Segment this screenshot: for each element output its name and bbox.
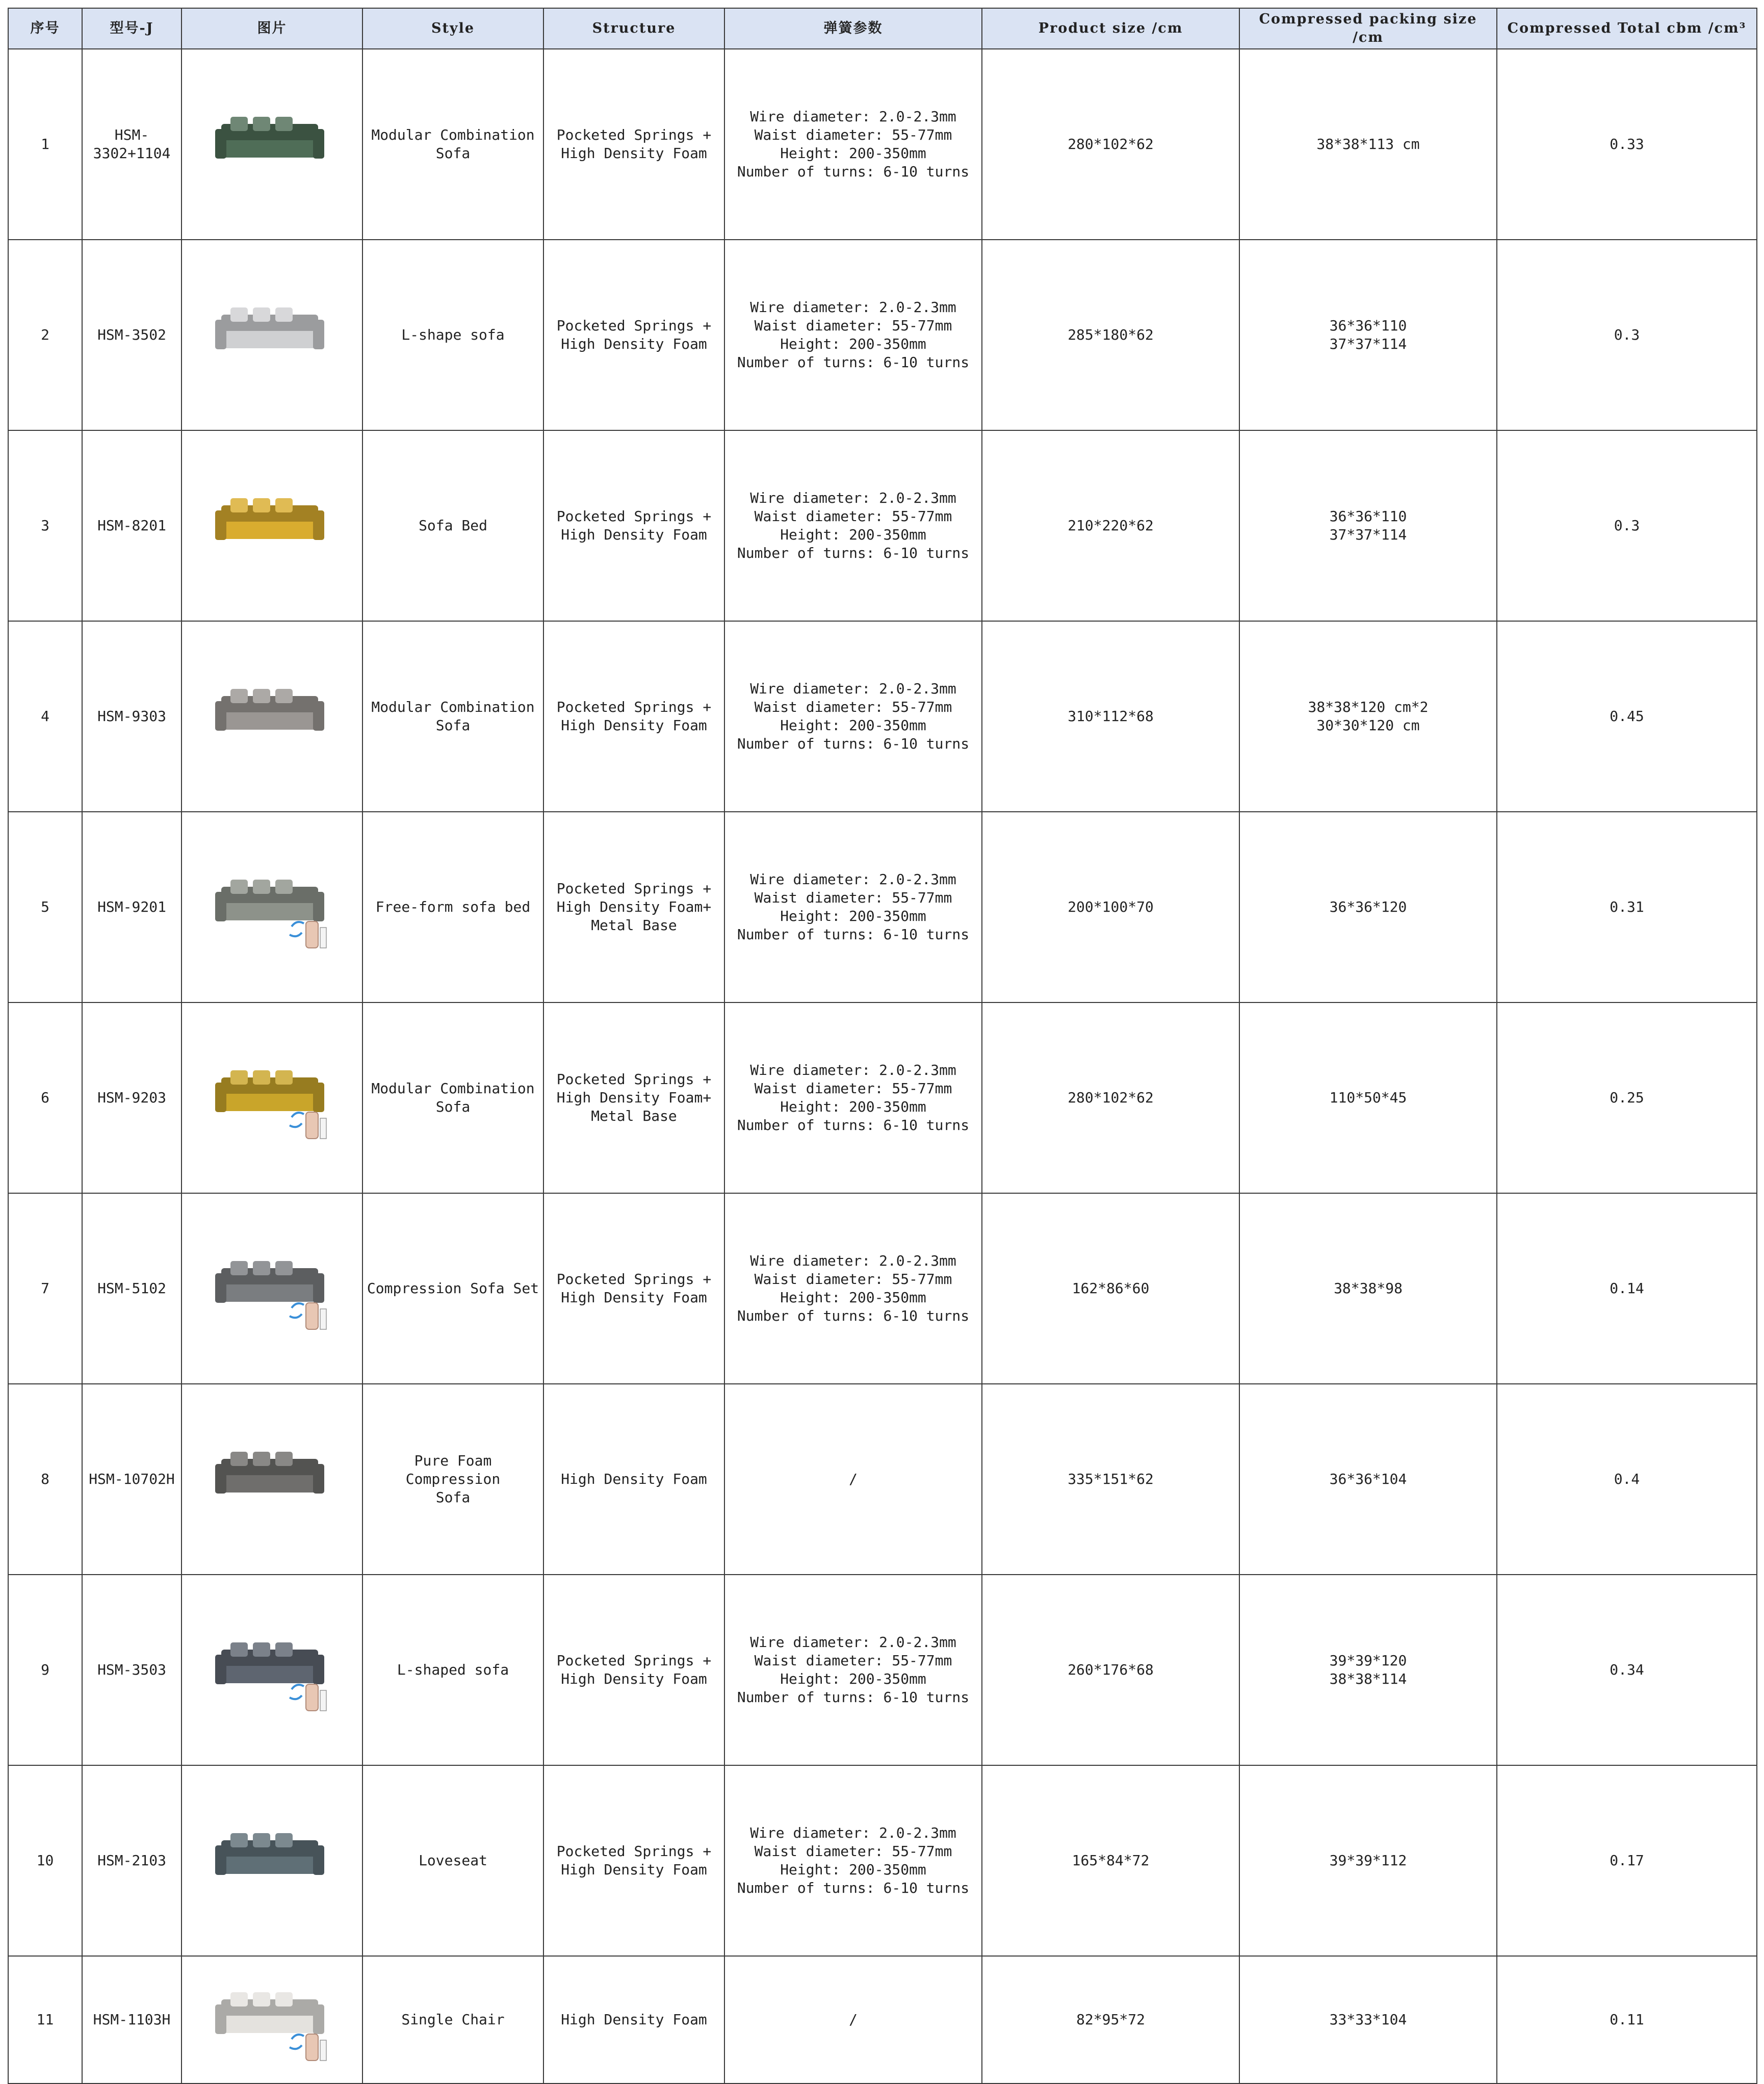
cell-text: 11 — [36, 2011, 54, 2028]
cell-packing-size — [1239, 621, 1497, 812]
table-row — [8, 1956, 1757, 2083]
cell-text: 3 — [41, 517, 49, 534]
cell-packing-size — [1239, 1765, 1497, 1956]
sofa-icon — [206, 284, 339, 386]
cell-text: HSM-9201 — [97, 898, 166, 915]
cell-model — [82, 430, 181, 621]
sofa-icon — [206, 856, 339, 958]
cell-style — [362, 1384, 543, 1575]
table-row — [8, 621, 1757, 812]
sofa-icon — [206, 1047, 339, 1149]
cell-structure — [543, 430, 724, 621]
cell-text: Loveseat — [419, 1852, 487, 1869]
header-spring: 弹簧参数 — [724, 8, 982, 49]
cell-text: Free-form sofa bed — [375, 898, 531, 915]
cell-structure — [543, 621, 724, 812]
cell-cbm — [1497, 812, 1757, 1002]
product-picture-cell — [181, 1765, 362, 1956]
cell-model — [82, 812, 181, 1002]
cell-no — [8, 1193, 82, 1384]
cell-text: Pocketed Springs + High Density Foam+ Metal Base — [556, 880, 712, 934]
cell-structure — [543, 49, 724, 240]
cell-structure — [543, 812, 724, 1002]
cell-text: 9 — [41, 1661, 49, 1678]
compression-roll-icon — [290, 2034, 326, 2061]
cell-model — [82, 49, 181, 240]
compression-roll-icon — [290, 1112, 326, 1139]
cell-text: 165*84*72 — [1072, 1852, 1150, 1869]
cell-text: 82*95*72 — [1076, 2011, 1145, 2028]
cell-text: 38*38*120 cm*2 30*30*120 cm — [1308, 699, 1429, 734]
cell-spring — [724, 1193, 982, 1384]
cell-style — [362, 1575, 543, 1765]
cell-packing-size — [1239, 240, 1497, 430]
header-row — [8, 8, 1757, 49]
cell-no — [8, 1002, 82, 1193]
cell-text: HSM-5102 — [97, 1280, 166, 1297]
cell-packing-size — [1239, 49, 1497, 240]
cell-structure — [543, 1765, 724, 1956]
cell-text: 310*112*68 — [1068, 708, 1154, 725]
header-model: 型号-J — [82, 8, 181, 49]
cell-text: Modular Combination Sofa — [371, 126, 535, 162]
sofa-icon — [206, 1619, 339, 1721]
cell-text: Wire diameter: 2.0-2.3mm Waist diameter: 55-77mm Height: 200-350mm Number of turns: 6-10 turns — [737, 1062, 970, 1134]
sofa-icon — [206, 1238, 339, 1340]
cell-text: Pocketed Springs + High Density Foam — [556, 1843, 712, 1878]
cell-text: Wire diameter: 2.0-2.3mm Waist diameter: 55-77mm Height: 200-350mm Number of turns: 6-10 turns — [737, 871, 970, 943]
cell-model — [82, 1002, 181, 1193]
cell-text: 162*86*60 — [1072, 1280, 1150, 1297]
cell-no — [8, 49, 82, 240]
cell-text: HSM-3502 — [97, 326, 166, 343]
cell-product-size — [982, 1765, 1239, 1956]
cell-style — [362, 240, 543, 430]
sofa-icon — [206, 1428, 339, 1530]
cell-product-size — [982, 621, 1239, 812]
cell-spring — [724, 1575, 982, 1765]
cell-text: 1 — [41, 136, 49, 152]
cell-text: Pocketed Springs + High Density Foam — [556, 508, 712, 543]
table-row — [8, 1193, 1757, 1384]
cell-text: L-shape sofa — [401, 326, 505, 343]
cell-text: 280*102*62 — [1068, 1089, 1154, 1106]
header-style: Style — [362, 8, 543, 49]
cell-text: 39*39*120 38*38*114 — [1329, 1652, 1407, 1687]
product-picture-cell — [181, 1575, 362, 1765]
cell-text: L-shaped sofa — [397, 1661, 509, 1678]
cell-text: 0.3 — [1614, 517, 1640, 534]
cell-text: 36*36*104 — [1329, 1471, 1407, 1487]
cell-text: 10 — [36, 1852, 54, 1869]
cell-packing-size — [1239, 1002, 1497, 1193]
cell-text: 210*220*62 — [1068, 517, 1154, 534]
cell-text: / — [849, 1471, 858, 1487]
cell-spring — [724, 621, 982, 812]
product-picture-cell — [181, 1002, 362, 1193]
cell-cbm — [1497, 240, 1757, 430]
cell-text: 0.3 — [1614, 326, 1640, 343]
cell-structure — [543, 1956, 724, 2083]
cell-text: Pocketed Springs + High Density Foam+ Metal Base — [556, 1071, 712, 1124]
cell-product-size — [982, 430, 1239, 621]
sofa-icon — [206, 1810, 339, 1912]
cell-style — [362, 812, 543, 1002]
cell-product-size — [982, 49, 1239, 240]
cell-text: 335*151*62 — [1068, 1471, 1154, 1487]
header-no: 序号 — [8, 8, 82, 49]
cell-text: Pocketed Springs + High Density Foam — [556, 317, 712, 352]
cell-text: HSM-2103 — [97, 1852, 166, 1869]
product-picture-cell — [181, 240, 362, 430]
cell-model — [82, 240, 181, 430]
cell-style — [362, 1956, 543, 2083]
cell-text: HSM- 3302+1104 — [93, 126, 171, 162]
cell-text: 0.17 — [1610, 1852, 1644, 1869]
cell-style — [362, 1765, 543, 1956]
cell-text: 285*180*62 — [1068, 326, 1154, 343]
cell-text: HSM-8201 — [97, 517, 166, 534]
cell-text: Wire diameter: 2.0-2.3mm Waist diameter: 55-77mm Height: 200-350mm Number of turns: 6-10 turns — [737, 1634, 970, 1706]
cell-style — [362, 1002, 543, 1193]
cell-spring — [724, 812, 982, 1002]
cell-cbm — [1497, 49, 1757, 240]
cell-text: 33*33*104 — [1329, 2011, 1407, 2028]
cell-style — [362, 430, 543, 621]
cell-text: 2 — [41, 326, 49, 343]
cell-text: 260*176*68 — [1068, 1661, 1154, 1678]
cell-text: 38*38*113 cm — [1316, 136, 1420, 152]
header-picture: 图片 — [181, 8, 362, 49]
cell-no — [8, 812, 82, 1002]
cell-product-size — [982, 1002, 1239, 1193]
cell-spring — [724, 1002, 982, 1193]
cell-text: 200*100*70 — [1068, 898, 1154, 915]
cell-text: 6 — [41, 1089, 49, 1106]
table-row — [8, 1002, 1757, 1193]
cell-text: 39*39*112 — [1329, 1852, 1407, 1869]
product-picture-cell — [181, 430, 362, 621]
cell-text: 110*50*45 — [1329, 1089, 1407, 1106]
cell-text: / — [849, 2011, 858, 2028]
cell-text: Wire diameter: 2.0-2.3mm Waist diameter: 55-77mm Height: 200-350mm Number of turns: 6-10 turns — [737, 299, 970, 371]
cell-no — [8, 1384, 82, 1575]
cell-spring — [724, 1956, 982, 2083]
cell-packing-size — [1239, 812, 1497, 1002]
table-row — [8, 430, 1757, 621]
cell-text: 36*36*120 — [1329, 898, 1407, 915]
cell-spring — [724, 1765, 982, 1956]
cell-no — [8, 240, 82, 430]
cell-text: 4 — [41, 708, 49, 725]
product-picture-cell — [181, 1193, 362, 1384]
cell-text: Modular Combination Sofa — [371, 1080, 535, 1115]
sofa-icon — [206, 665, 339, 767]
product-picture-cell — [181, 49, 362, 240]
cell-structure — [543, 1002, 724, 1193]
cell-text: 5 — [41, 898, 49, 915]
table-row — [8, 49, 1757, 240]
cell-text: 7 — [41, 1280, 49, 1297]
product-spec-table — [8, 8, 1757, 2084]
cell-no — [8, 430, 82, 621]
table-row — [8, 1765, 1757, 1956]
cell-text: 36*36*110 37*37*114 — [1329, 317, 1407, 352]
cell-text: 0.31 — [1610, 898, 1644, 915]
product-picture-cell — [181, 1956, 362, 2083]
cell-packing-size — [1239, 1384, 1497, 1575]
header-cbm: Compressed Total cbm /cm³ — [1497, 8, 1757, 49]
cell-cbm — [1497, 621, 1757, 812]
header-product-size: Product size /cm — [982, 8, 1239, 49]
sofa-icon — [206, 1969, 339, 2071]
cell-packing-size — [1239, 1956, 1497, 2083]
cell-cbm — [1497, 430, 1757, 621]
cell-text: Sofa Bed — [419, 517, 487, 534]
cell-text: HSM-9203 — [97, 1089, 166, 1106]
header-structure: Structure — [543, 8, 724, 49]
cell-text: Pure Foam Compression Sofa — [405, 1452, 501, 1506]
cell-product-size — [982, 1575, 1239, 1765]
cell-cbm — [1497, 1002, 1757, 1193]
cell-text: Wire diameter: 2.0-2.3mm Waist diameter: 55-77mm Height: 200-350mm Number of turns: 6-10 turns — [737, 490, 970, 561]
sofa-icon — [206, 475, 339, 577]
cell-style — [362, 49, 543, 240]
cell-text: 0.34 — [1610, 1661, 1644, 1678]
cell-text: HSM-10702H — [89, 1471, 175, 1487]
cell-cbm — [1497, 1956, 1757, 2083]
cell-model — [82, 1956, 181, 2083]
cell-text: HSM-9303 — [97, 708, 166, 725]
cell-text: Wire diameter: 2.0-2.3mm Waist diameter: 55-77mm Height: 200-350mm Number of turns: 6-10 turns — [737, 1824, 970, 1896]
cell-text: Wire diameter: 2.0-2.3mm Waist diameter: 55-77mm Height: 200-350mm Number of turns: 6-10 turns — [737, 1252, 970, 1324]
cell-model — [82, 1193, 181, 1384]
compression-roll-icon — [290, 921, 326, 948]
cell-product-size — [982, 1384, 1239, 1575]
cell-text: 0.25 — [1610, 1089, 1644, 1106]
cell-text: High Density Foam — [561, 2011, 707, 2028]
product-picture-cell — [181, 621, 362, 812]
cell-spring — [724, 430, 982, 621]
table-row — [8, 1575, 1757, 1765]
cell-cbm — [1497, 1765, 1757, 1956]
cell-text: 0.14 — [1610, 1280, 1644, 1297]
cell-cbm — [1497, 1575, 1757, 1765]
cell-structure — [543, 1193, 724, 1384]
cell-text: 0.4 — [1614, 1471, 1640, 1487]
cell-text: Pocketed Springs + High Density Foam — [556, 126, 712, 162]
cell-text: Pocketed Springs + High Density Foam — [556, 1271, 712, 1306]
cell-structure — [543, 1575, 724, 1765]
cell-text: Compression Sofa Set — [367, 1280, 539, 1297]
cell-style — [362, 1193, 543, 1384]
cell-spring — [724, 1384, 982, 1575]
cell-no — [8, 1765, 82, 1956]
cell-text: 0.33 — [1610, 136, 1644, 152]
table-row — [8, 812, 1757, 1002]
compression-roll-icon — [290, 1303, 326, 1329]
cell-text: 38*38*98 — [1334, 1280, 1403, 1297]
cell-text: 0.45 — [1610, 708, 1644, 725]
cell-no — [8, 1575, 82, 1765]
cell-product-size — [982, 1956, 1239, 2083]
cell-text: HSM-3503 — [97, 1661, 166, 1678]
cell-text: Single Chair — [401, 2011, 505, 2028]
cell-packing-size — [1239, 1193, 1497, 1384]
cell-no — [8, 621, 82, 812]
cell-packing-size — [1239, 430, 1497, 621]
product-picture-cell — [181, 1384, 362, 1575]
cell-spring — [724, 240, 982, 430]
product-picture-cell — [181, 812, 362, 1002]
cell-text: HSM-1103H — [93, 2011, 171, 2028]
cell-cbm — [1497, 1384, 1757, 1575]
cell-model — [82, 621, 181, 812]
cell-text: Wire diameter: 2.0-2.3mm Waist diameter: 55-77mm Height: 200-350mm Number of turns: 6-10 turns — [737, 108, 970, 180]
cell-style — [362, 621, 543, 812]
table-row — [8, 1384, 1757, 1575]
table-row — [8, 240, 1757, 430]
cell-model — [82, 1765, 181, 1956]
cell-model — [82, 1384, 181, 1575]
cell-structure — [543, 240, 724, 430]
cell-text: Pocketed Springs + High Density Foam — [556, 1652, 712, 1687]
cell-text: Modular Combination Sofa — [371, 699, 535, 734]
compression-roll-icon — [290, 1684, 326, 1711]
cell-text: Pocketed Springs + High Density Foam — [556, 699, 712, 734]
cell-text: 280*102*62 — [1068, 136, 1154, 152]
cell-spring — [724, 49, 982, 240]
cell-product-size — [982, 1193, 1239, 1384]
cell-structure — [543, 1384, 724, 1575]
cell-text: 0.11 — [1610, 2011, 1644, 2028]
cell-text: 8 — [41, 1471, 49, 1487]
cell-text: 36*36*110 37*37*114 — [1329, 508, 1407, 543]
sofa-icon — [206, 93, 339, 195]
cell-model — [82, 1575, 181, 1765]
cell-cbm — [1497, 1193, 1757, 1384]
header-packing-size: Compressed packing size /cm — [1239, 8, 1497, 49]
cell-text: Wire diameter: 2.0-2.3mm Waist diameter: 55-77mm Height: 200-350mm Number of turns: 6-10 turns — [737, 680, 970, 752]
cell-no — [8, 1956, 82, 2083]
cell-packing-size — [1239, 1575, 1497, 1765]
cell-product-size — [982, 240, 1239, 430]
cell-product-size — [982, 812, 1239, 1002]
cell-text: High Density Foam — [561, 1471, 707, 1487]
